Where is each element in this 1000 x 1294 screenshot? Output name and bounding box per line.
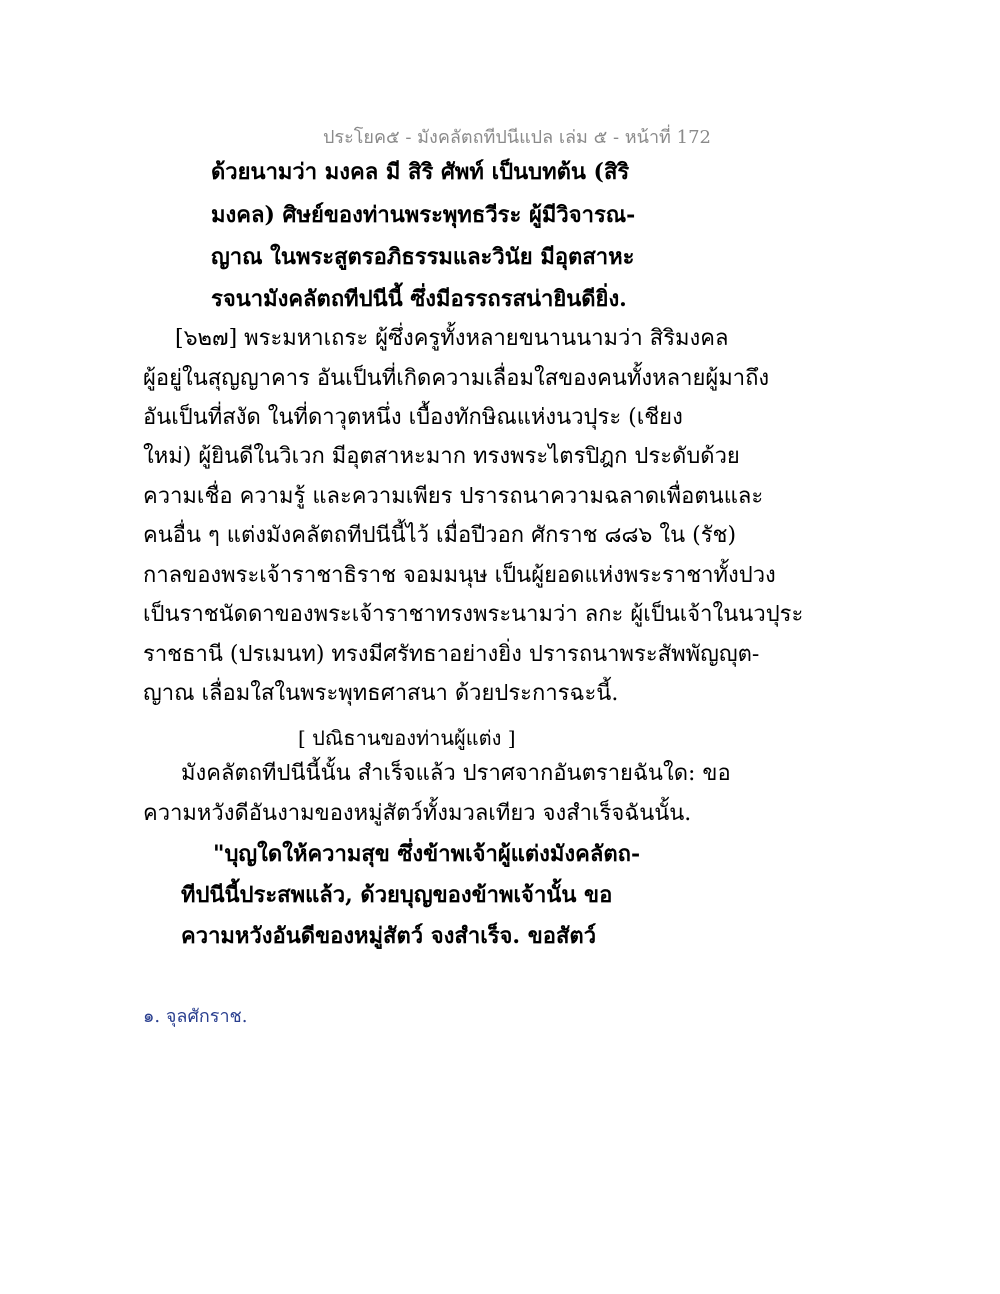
para1-line-8: เป็นราชนัดดาของพระเจ้าราชาทรงพระนามว่า ลกะ ผู้เป็นเจ้าในนวปุระ [143, 602, 804, 627]
verse1-line-4: รจนามังคลัตถทีปนีนี้ ซึ่งมีอรรถรสน่ายินดียิ่ง. [211, 286, 627, 312]
para2-line-1: มังคลัตถทีปนีนี้นั้น สำเร็จแล้ว ปราศจากอันตรายฉันใด: ขอ [181, 761, 731, 786]
footnote: ๑. จุลศักราช. [143, 1006, 248, 1027]
para1-line-7: กาลของพระเจ้าราชาธิราช จอมมนุษ เป็นผู้ยอดแห่งพระราชาทั้งปวง [143, 563, 776, 588]
verse2-line-3: ความหวังอันดีของหมู่สัตว์ จงสำเร็จ. ขอสัตว์ [181, 923, 597, 949]
para1-line-10: ญาณ เลื่อมใสในพระพุทธศาสนา ด้วยประการฉะนี้. [143, 681, 619, 706]
para1-line-9: ราชธานี (ปรเมนท) ทรงมีศรัทธาอย่างยิ่ง ปรารถนาพระสัพพัญญุต- [143, 642, 760, 667]
para2-line-2: ความหวังดีอันงามของหมู่สัตว์ทั้งมวลเทียว จงสำเร็จฉันนั้น. [143, 801, 692, 826]
verse2-line-2: ทีปนีนี้ประสพแล้ว, ด้วยบุญของข้าพเจ้านั้น ขอ [181, 882, 613, 908]
page-header: ประโยค๕ - มังคลัตถทีปนีแปล เล่ม ๕ - หน้าที่ 172 [323, 127, 711, 148]
para1-line-6: คนอื่น ๆ แต่งมังคลัตถทีปนีนี้ไว้ เมื่อปีวอก ศักราช ๘๘๖ ใน (รัช) [143, 523, 737, 548]
para1-line-3: อันเป็นที่สงัด ในที่ดาวุตหนึ่ง เบื้องทักษิณแห่งนวปุระ (เชียง [143, 405, 683, 430]
para1-line-1: [๖๒๗] พระมหาเถระ ผู้ซึ่งครูทั้งหลายขนานนามว่า สิริมงคล [175, 326, 729, 351]
verse1-line-1: ด้วยนามว่า มงคล มี สิริ ศัพท์ เป็นบทต้น (สิริ [211, 159, 630, 185]
verse2-line-1: "บุญใดให้ความสุข ซึ่งข้าพเจ้าผู้แต่งมังคลัตถ- [213, 841, 641, 867]
para1-line-2: ผู้อยู่ในสุญญาคาร อันเป็นที่เกิดความเลื่อมใสของคนทั้งหลายผู้มาถึง [143, 366, 770, 391]
verse1-line-2: มงคล) ศิษย์ของท่านพระพุทธวีระ ผู้มีวิจารณ- [211, 202, 636, 228]
verse1-line-3: ญาณ ในพระสูตรอภิธรรมและวินัย มีอุตสาหะ [211, 244, 635, 270]
para1-line-5: ความเชื่อ ความรู้ และความเพียร ปรารถนาความฉลาดเพื่อตนและ [143, 484, 764, 509]
section-heading: [ ปณิธานของท่านผู้แต่ง ] [298, 726, 516, 750]
para1-line-4: ใหม่) ผู้ยินดีในวิเวก มีอุตสาหะมาก ทรงพระไตรปิฎก ประดับด้วย [143, 444, 740, 469]
